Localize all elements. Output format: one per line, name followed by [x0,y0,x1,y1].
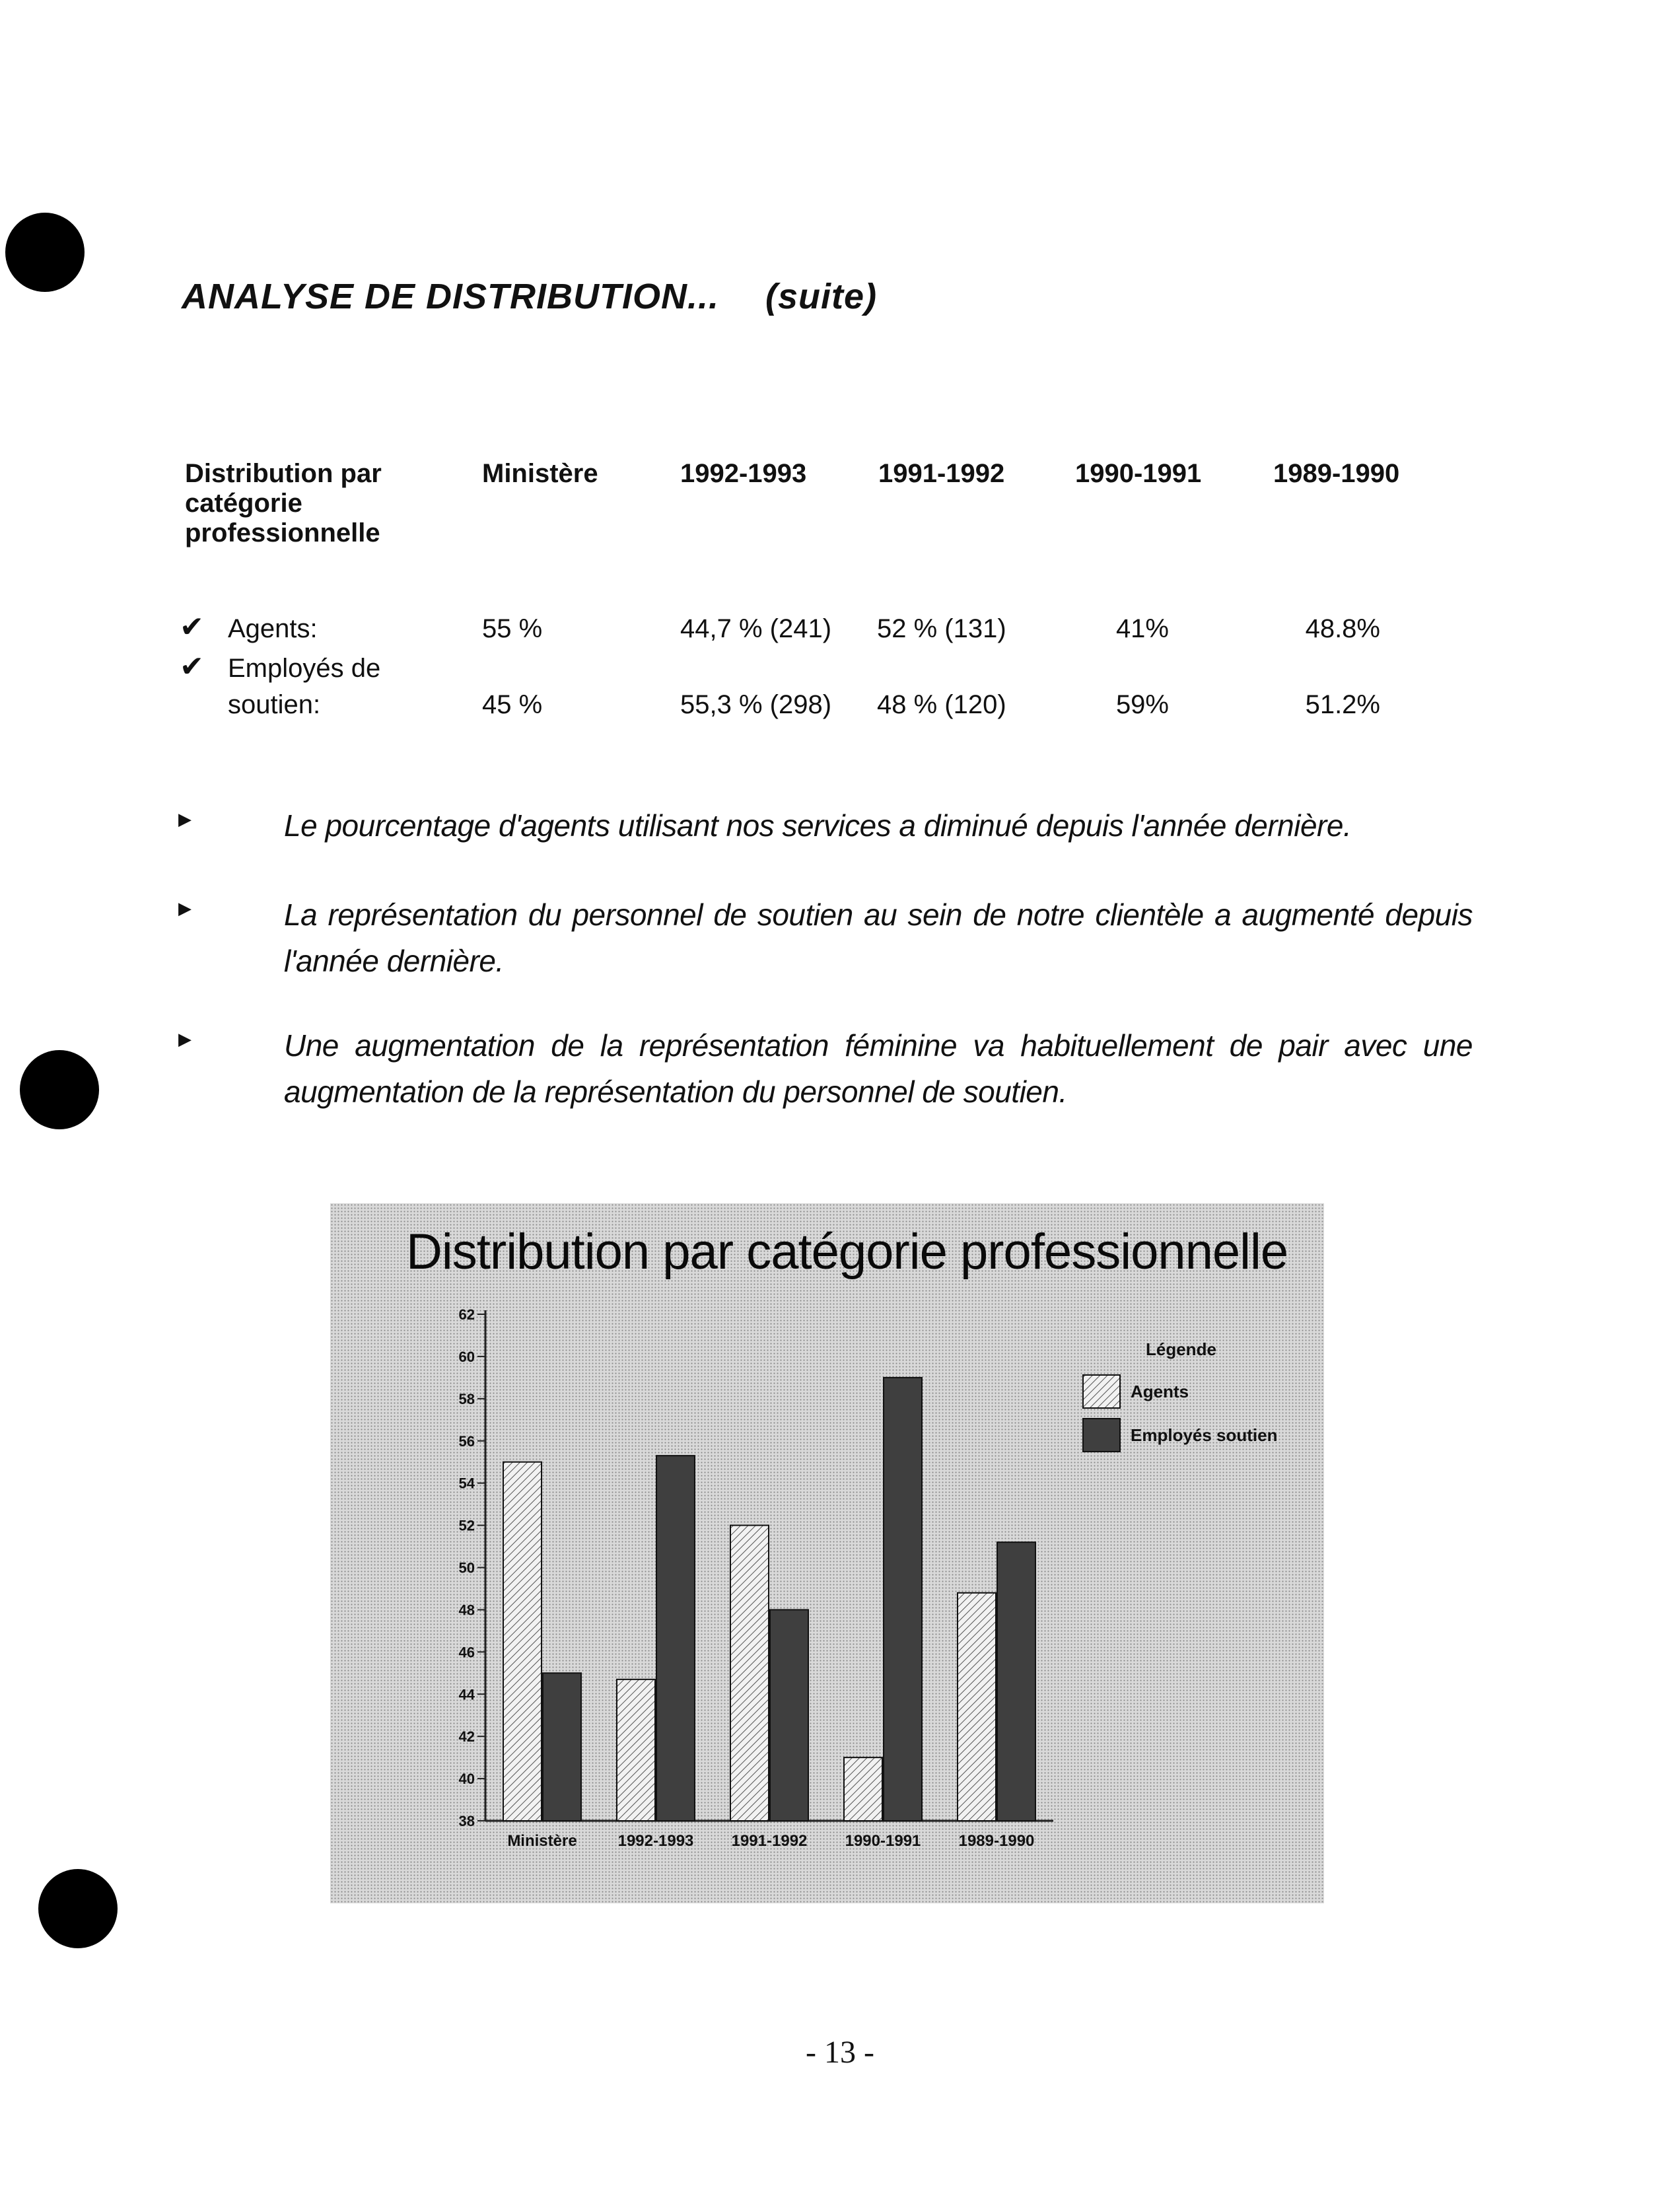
column-header-1992-1993: 1992-1993 [680,459,807,488]
heading-title: ANALYSE DE DISTRIBUTION... [182,277,720,316]
bullet-text: Le pourcentage d'agents utilisant nos services a diminué depuis l'année dernière. [284,808,1352,843]
bullet-item [178,1022,1499,1121]
y-tick-label: 52 [458,1517,475,1534]
cell-employes-1989-1990: 51.2% [1305,690,1380,719]
y-tick-label: 48 [458,1602,475,1619]
distribution-table [0,0,1680,759]
x-category-label: 1990-1991 [845,1832,921,1850]
x-category-label: 1992-1993 [617,1832,694,1850]
chart-title: Distribution par catégorie professionnelle [406,1224,1288,1280]
y-tick-label: 50 [458,1559,475,1576]
y-tick-label: 54 [458,1475,475,1492]
y-tick-label: 40 [458,1771,475,1788]
legend-label: Employés soutien [1131,1425,1278,1445]
column-header-1989-1990: 1989-1990 [1273,459,1400,488]
legend-swatch [1083,1419,1120,1452]
bullet-item [178,892,1499,991]
y-tick-label: 38 [458,1813,475,1829]
y-tick-label: 56 [458,1432,475,1450]
bar-employes-soutien [543,1673,581,1821]
cell-agents-1990-1991: 41% [1115,614,1169,643]
triangle-bullet-icon: ▶ [178,898,192,918]
bar-agents [844,1757,882,1821]
heading-subtitle: (suite) [765,277,878,316]
bar-agents [958,1593,996,1821]
x-category-label: Ministère [507,1832,577,1850]
bar-agents [503,1462,542,1821]
bullet-item [178,802,1499,855]
bullet-text: La représentation du personnel de soutien au sein de notre clientèle a augmenté depuis l'année dernière. [284,898,1473,978]
y-tick-label: 58 [458,1390,475,1407]
cell-employes-1990-1991: 59% [1115,690,1169,719]
column-header-1991-1992: 1991-1992 [878,459,1005,488]
triangle-bullet-icon: ▶ [178,1029,192,1049]
cell-agents-1989-1990: 48.8% [1305,614,1380,643]
checkmark-icon: ✔ [180,651,204,683]
legend-label: Agents [1131,1382,1189,1401]
cell-agents-ministere: 55 % [482,614,543,643]
cell-employes-1992-1993: 55,3 % (298) [680,690,832,719]
bar-agents [617,1679,655,1821]
binder-hole-2 [20,1050,99,1129]
y-tick-label: 62 [458,1306,475,1323]
triangle-bullet-icon: ▶ [178,809,192,829]
cell-agents-1991-1992: 52 % (131) [877,614,1006,643]
table-header-label-line-3: professionnelle [185,518,380,547]
cell-employes-ministere: 45 % [482,690,543,719]
bar-agents [730,1526,769,1821]
y-tick-label: 60 [458,1348,475,1365]
legend-title: Légende [1146,1339,1216,1359]
cell-agents-1992-1993: 44,7 % (241) [680,614,832,643]
bar-employes-soutien [884,1378,922,1821]
x-category-label: 1989-1990 [958,1832,1035,1850]
bar-chart [330,1203,1324,1903]
row-label-employes-line-1: Employés de [228,654,381,683]
table-header-label-line-2: catégorie [185,489,302,518]
legend-swatch [1083,1375,1120,1408]
bar-employes-soutien [997,1542,1035,1821]
bar-chart-panel [330,1203,1324,1903]
page-number: - 13 - [806,2035,874,2070]
bar-employes-soutien [770,1609,808,1821]
bar-employes-soutien [656,1456,695,1821]
column-header-1990-1991: 1990-1991 [1075,459,1202,488]
checkmark-icon: ✔ [180,611,204,643]
x-category-label: 1991-1992 [731,1832,808,1850]
bullet-text: Une augmentation de la représentation féminine va habituellement de pair avec une augmentation de la représentation du personnel de soutien. [284,1028,1473,1109]
column-header-ministere: Ministère [482,459,598,488]
row-label-employes-line-2: soutien: [228,690,321,719]
row-label-agents: Agents: [228,614,318,643]
cell-employes-1991-1992: 48 % (120) [877,690,1006,719]
binder-hole-3 [38,1869,118,1948]
y-tick-label: 46 [458,1644,475,1661]
table-header-label-line-1: Distribution par [185,459,382,488]
y-tick-label: 44 [458,1686,475,1703]
y-tick-label: 42 [458,1728,475,1746]
